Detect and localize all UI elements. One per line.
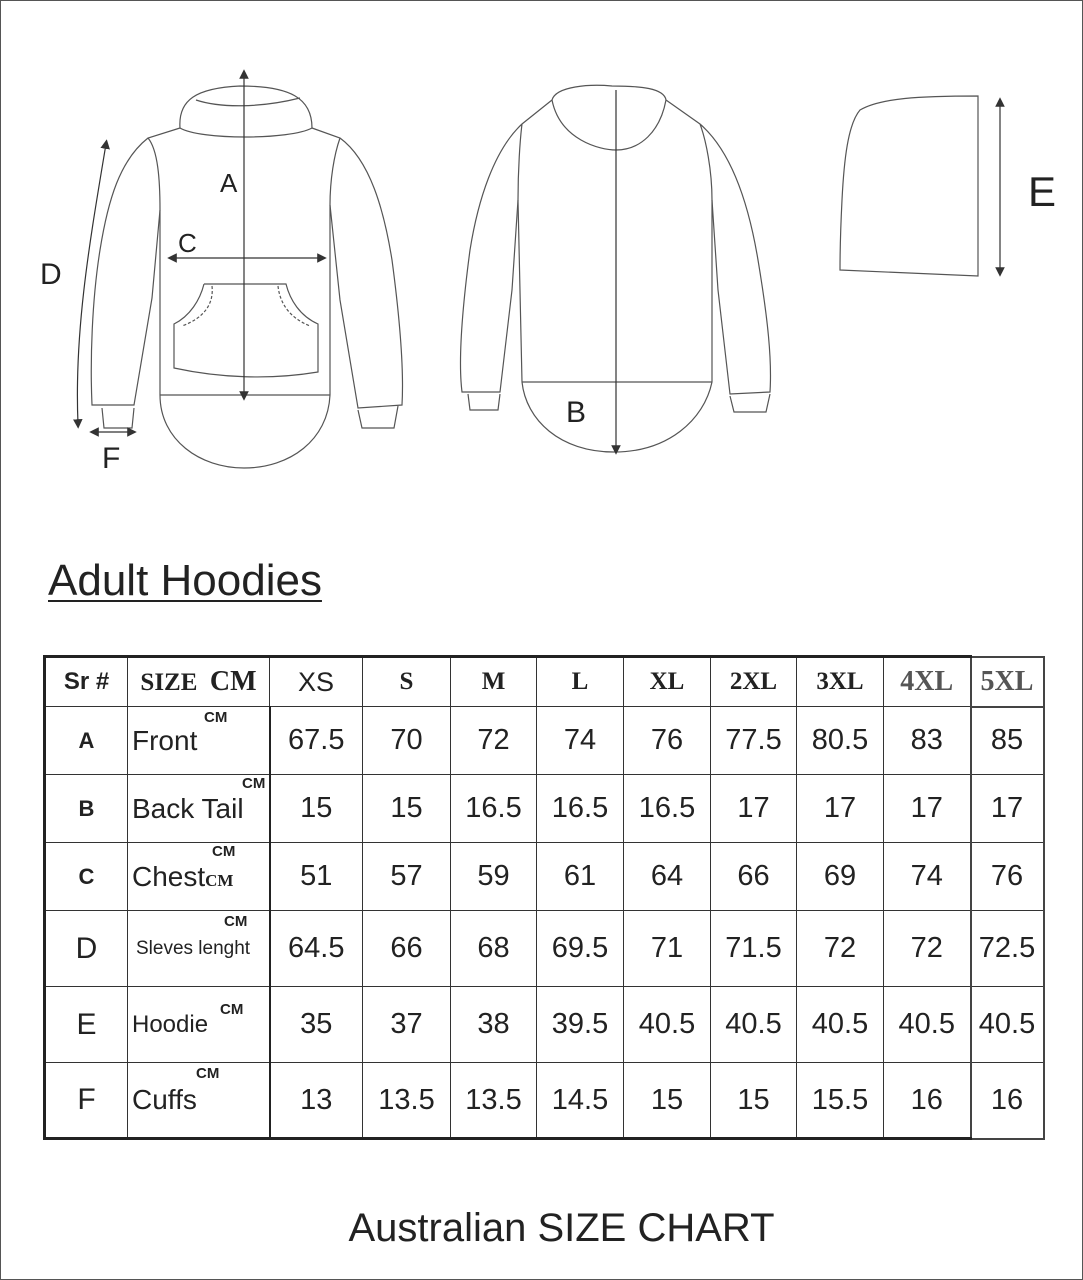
row-code: E (45, 987, 128, 1063)
row-unit: CM (220, 1001, 244, 1018)
header-4xl: 4XL (884, 657, 971, 707)
table-cell: 67.5 (270, 707, 363, 775)
table-cell: 15 (363, 775, 451, 843)
table-cell: 17 (711, 775, 797, 843)
table-cell: 74 (884, 843, 971, 911)
table-cell: 13 (270, 1063, 363, 1139)
table-row (45, 911, 1044, 987)
table-cell: 70 (363, 707, 451, 775)
row-code: A (45, 707, 128, 775)
table-cell: 35 (270, 987, 363, 1063)
table-cell: 16.5 (624, 775, 711, 843)
row-name (128, 843, 270, 911)
table-cell: 13.5 (451, 1063, 537, 1139)
label-a: A (220, 168, 238, 198)
table-cell: 15 (270, 775, 363, 843)
table-cell: 69 (797, 843, 884, 911)
header-l: L (537, 657, 624, 707)
row-unit: CM (224, 913, 248, 930)
row-name (128, 911, 270, 987)
label-e: E (1028, 168, 1057, 215)
row-inline-unit: CM (205, 870, 234, 890)
table-row (45, 707, 1044, 775)
size-chart-table (43, 655, 1045, 1140)
row-name-text: Back Tail (132, 792, 244, 824)
table-cell: 72 (884, 911, 971, 987)
table-cell: 37 (363, 987, 451, 1063)
label-b: B (566, 396, 587, 429)
row-name (128, 987, 270, 1063)
row-unit: CM (212, 843, 236, 860)
table-cell: 17 (884, 775, 971, 843)
table-cell: 68 (451, 911, 537, 987)
table-cell: 72 (451, 707, 537, 775)
table-cell: 15.5 (797, 1063, 884, 1139)
table-cell: 76 (971, 843, 1044, 911)
table-cell: 64 (624, 843, 711, 911)
table-cell: 59 (451, 843, 537, 911)
table-cell: 17 (797, 775, 884, 843)
header-xl: XL (624, 657, 711, 707)
header-3xl: 3XL (797, 657, 884, 707)
row-name (128, 1063, 270, 1139)
table-cell: 69.5 (537, 911, 624, 987)
table-cell: 15 (711, 1063, 797, 1139)
header-unit: CM (209, 666, 257, 697)
row-name (128, 775, 270, 843)
row-unit: CM (204, 709, 228, 726)
table-cell: 16 (884, 1063, 971, 1139)
table-cell: 15 (624, 1063, 711, 1139)
table-cell: 83 (884, 707, 971, 775)
page-heading: Adult Hoodies (48, 556, 322, 605)
front-hoodie-outline (91, 86, 402, 468)
table-cell: 71.5 (711, 911, 797, 987)
row-unit: CM (242, 775, 266, 792)
label-f: F (102, 442, 121, 475)
table-cell: 80.5 (797, 707, 884, 775)
header-2xl: 2XL (711, 657, 797, 707)
table-cell: 77.5 (711, 707, 797, 775)
table-cell: 40.5 (624, 987, 711, 1063)
row-code: C (45, 843, 128, 911)
table-cell: 14.5 (537, 1063, 624, 1139)
table-cell: 66 (711, 843, 797, 911)
header-sr: Sr # (45, 657, 128, 707)
row-name (128, 707, 270, 775)
row-name-text: Cuffs (132, 1084, 197, 1115)
header-xs: XS (270, 657, 363, 707)
table-cell: 74 (537, 707, 624, 775)
table-row (45, 843, 1044, 911)
table-row (45, 775, 1044, 843)
header-5xl: 5XL (971, 657, 1044, 707)
header-s: S (363, 657, 451, 707)
table-cell: 85 (971, 707, 1044, 775)
row-code: F (45, 1063, 128, 1139)
header-size-label: SIZE (140, 669, 198, 696)
table-cell: 51 (270, 843, 363, 911)
table-row (45, 1063, 1044, 1139)
hood-outline (840, 96, 978, 276)
row-code: D (45, 911, 128, 987)
label-d: D (40, 258, 62, 291)
row-name-text: Sleves lenght (136, 937, 251, 959)
table-cell: 72 (797, 911, 884, 987)
table-cell: 16 (971, 1063, 1044, 1139)
hoodie-diagram (0, 0, 1083, 520)
table-cell: 71 (624, 911, 711, 987)
table-cell: 16.5 (451, 775, 537, 843)
table-cell: 57 (363, 843, 451, 911)
table-cell: 16.5 (537, 775, 624, 843)
table-cell: 40.5 (711, 987, 797, 1063)
table-header-row (45, 657, 1044, 707)
table-cell: 38 (451, 987, 537, 1063)
table-cell: 13.5 (363, 1063, 451, 1139)
row-name-text: Chest (132, 860, 206, 892)
row-name-text: Front (132, 724, 198, 756)
row-unit: CM (196, 1065, 220, 1082)
label-c: C (178, 228, 197, 258)
table-cell: 40.5 (884, 987, 971, 1063)
header-m: M (451, 657, 537, 707)
table-row (45, 987, 1044, 1063)
table-cell: 39.5 (537, 987, 624, 1063)
table-cell: 72.5 (971, 911, 1044, 987)
table-cell: 40.5 (971, 987, 1044, 1063)
table-cell: 66 (363, 911, 451, 987)
footer-title: Australian SIZE CHART (348, 1206, 775, 1250)
table-cell: 76 (624, 707, 711, 775)
row-name-text: Hoodie (132, 1010, 209, 1038)
table-cell: 61 (537, 843, 624, 911)
table-cell: 40.5 (797, 987, 884, 1063)
row-code: B (45, 775, 128, 843)
table-cell: 64.5 (270, 911, 363, 987)
table-cell: 17 (971, 775, 1044, 843)
header-size (128, 657, 270, 707)
